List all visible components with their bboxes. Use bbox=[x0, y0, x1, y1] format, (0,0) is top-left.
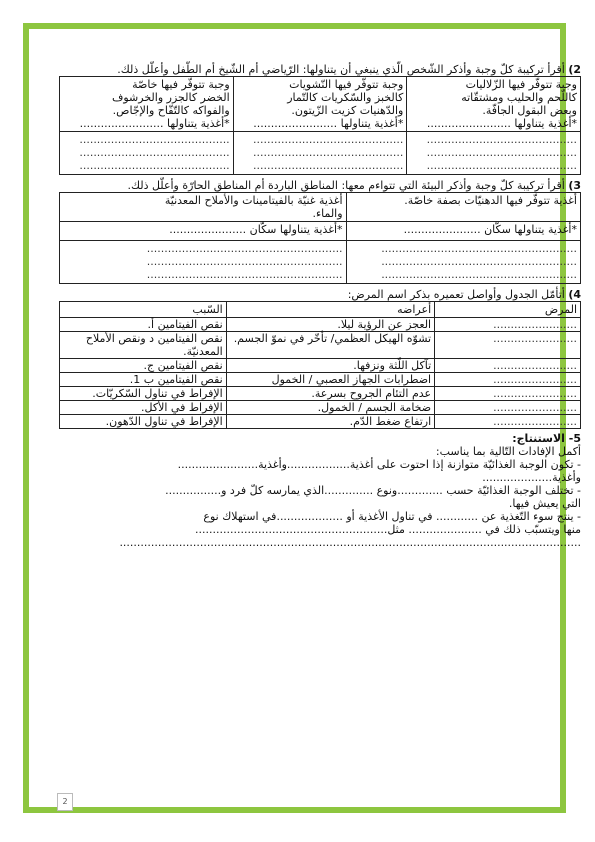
answer-dots[interactable]: ........................................... bbox=[79, 159, 230, 172]
header-symptoms: أعراضه bbox=[226, 302, 434, 318]
disease-blank[interactable]: ........................ bbox=[435, 387, 581, 401]
cause-cell: الإفراط في تناول الدّهون. bbox=[60, 415, 227, 429]
answer-dots[interactable]: ........................................................ bbox=[146, 242, 343, 255]
q3-description-row bbox=[60, 193, 581, 222]
q3-prompt bbox=[59, 179, 581, 192]
page-border bbox=[23, 23, 581, 813]
q2-number: 2) bbox=[568, 63, 581, 76]
cell-line: أغذية تتوفّر فيها الدهنيّات بصفة خاصّة. bbox=[404, 194, 577, 207]
q5-title: 5- الاستنتاج: bbox=[512, 432, 581, 445]
table-row bbox=[60, 401, 581, 415]
answer-dots[interactable]: ........................................... bbox=[426, 146, 577, 159]
answer-dots[interactable]: ........................................... bbox=[252, 146, 404, 159]
answer-dots[interactable]: ........................................... bbox=[426, 133, 577, 146]
cell-line: أغذية غنيّة بالفيتامينات والأملاح المعدنيّة bbox=[164, 194, 343, 207]
cause-cell: الإفراط في تناول السّكريّات. bbox=[60, 387, 227, 401]
symptoms-cell: تآكل اللّثة ونزفها. bbox=[226, 359, 434, 373]
answer-line[interactable]: *أغذية يتناولها سكّان ...................... bbox=[346, 222, 580, 241]
disease-blank[interactable]: ........................ bbox=[435, 415, 581, 429]
q3-cell-fats bbox=[346, 193, 580, 222]
table-row bbox=[60, 387, 581, 401]
q3-table bbox=[59, 192, 581, 284]
answer-dots[interactable]: ........................................................ bbox=[381, 268, 577, 281]
symptoms-cell: العجز عن الرؤية ليلا. bbox=[226, 318, 434, 332]
q2-prompt bbox=[59, 63, 581, 76]
q2-cell-vegetables bbox=[60, 77, 234, 132]
answer-dots[interactable]: ........................................... bbox=[252, 159, 404, 172]
disease-blank[interactable]: ........................ bbox=[435, 373, 581, 387]
cell-line: والفواكه كالتّفّاح والإجّاص. bbox=[112, 104, 230, 117]
q5-line-2[interactable]: وأغذية.................... bbox=[482, 471, 581, 484]
q3-number: 3) bbox=[568, 179, 581, 192]
q3-answer-cell[interactable] bbox=[346, 241, 580, 284]
symptoms-cell: تشوّه الهيكل العظمي/ تأخّر في نموّ الجسم. bbox=[226, 332, 434, 359]
q4-text: أتأمّل الجدول وأواصل تعميره بذكر اسم المرض: bbox=[347, 288, 565, 301]
table-row bbox=[60, 359, 581, 373]
q4-prompt bbox=[59, 288, 581, 301]
answer-dots[interactable]: ........................................... bbox=[252, 133, 404, 146]
answer-dots[interactable]: ........................................... bbox=[426, 159, 577, 172]
answer-line[interactable]: *أغذية يتناولها سكّان ...................... bbox=[60, 222, 347, 241]
disease-blank[interactable]: ........................ bbox=[435, 401, 581, 415]
cell-line: والدّهنيات كزيت الزّيتون. bbox=[291, 104, 404, 117]
q2-description-row bbox=[60, 77, 581, 132]
disease-blank[interactable]: ........................ bbox=[435, 318, 581, 332]
q5-line-6[interactable]: منها ويتسبّب ذلك في ..................... مثل....................................................... bbox=[195, 523, 581, 536]
answer-dots[interactable]: ........................................................ bbox=[146, 268, 343, 281]
table-row bbox=[60, 415, 581, 429]
q2-answer-row bbox=[60, 132, 581, 175]
q2-cell-carbs bbox=[233, 77, 407, 132]
cell-line: كاللّحم والحليب ومشتقّاته bbox=[461, 91, 577, 104]
answer-dots[interactable]: ........................................................ bbox=[381, 242, 577, 255]
cause-cell: الإفراط في الأكل. bbox=[60, 401, 227, 415]
disease-blank[interactable]: ........................ bbox=[435, 332, 581, 359]
cause-cell: نقص الفيتامين د ونقص الأملاح المعدنيّة. bbox=[60, 332, 227, 359]
answer-dots[interactable]: ........................................... bbox=[79, 133, 230, 146]
answer-dots[interactable]: ........................................................ bbox=[146, 255, 343, 268]
q5-intro: أكمل الإفادات التّالية بما يناسب: bbox=[435, 445, 581, 458]
answer-line[interactable]: *أغذية يتناولها ........................ bbox=[79, 117, 230, 130]
q3-answer-cell[interactable] bbox=[60, 241, 347, 284]
q5-line-1[interactable]: - تكون الوجبة الغذائيّة متوازنة إذا احتوت على أغذية..................وأغذية....................... bbox=[177, 458, 581, 471]
disease-blank[interactable]: ........................ bbox=[435, 359, 581, 373]
cell-line: وجبة تتوفّر فيها خاصّة bbox=[132, 78, 230, 91]
q5-line-5[interactable]: - ينتج سوء التّغذية عن ............ في تناول الأغذية أو ...................في استهلاك نوع bbox=[203, 510, 581, 523]
header-disease: المرض bbox=[435, 302, 581, 318]
q2-text: أقرأ تركيبة كلّ وجبة وأذكر الشّخص الّذي ينبغي أن يتناولها: الرّياضي أم الشّيخ أم الطّفل وأعلّل ذلك. bbox=[117, 63, 565, 76]
symptoms-cell: ضخامة الجسم / الخمول. bbox=[226, 401, 434, 415]
q2-cell-proteins bbox=[407, 77, 581, 132]
table-row bbox=[60, 332, 581, 359]
q3-text: أقرأ تركيبة كلّ وجبة وأذكر البيئة التي تتواءم معها: المناطق الباردة أم المناطق الحارّة وأعلّل ذلك. bbox=[127, 179, 565, 192]
q2-answer-cell[interactable] bbox=[407, 132, 581, 175]
cell-line: كالخبز والسّكريات كالتّمار bbox=[287, 91, 404, 104]
q5-line-3[interactable]: - تختلف الوجبة الغذائيّة حسب .............ونوع ..............الذي يمارسه كلّ فرد و................ bbox=[165, 484, 581, 497]
cause-cell: نقص الفيتامين ب 1. bbox=[60, 373, 227, 387]
q2-table bbox=[59, 76, 581, 175]
cell-line: وجبة تتوفّر فيها النّشويات bbox=[289, 78, 404, 91]
worksheet-page bbox=[29, 29, 581, 807]
q3-inhabitants-row bbox=[60, 222, 581, 241]
worksheet-content bbox=[59, 63, 581, 549]
table-row bbox=[60, 318, 581, 332]
answer-line[interactable]: *أغذية يتناولها ........................ bbox=[426, 117, 577, 130]
q4-number: 4) bbox=[568, 288, 581, 301]
cell-line: والماء. bbox=[312, 207, 343, 220]
page-number: 2 bbox=[57, 793, 73, 811]
answer-dots[interactable]: ........................................................ bbox=[381, 255, 577, 268]
q5-line-4: التي يعيش فيها. bbox=[508, 497, 581, 510]
symptoms-cell: عدم التئام الجروح بسرعة. bbox=[226, 387, 434, 401]
header-cause: السّبب bbox=[60, 302, 227, 318]
answer-dots[interactable]: ........................................... bbox=[79, 146, 230, 159]
q5-line-7[interactable]: .................................................................................................................................... bbox=[119, 536, 581, 549]
q2-answer-cell[interactable] bbox=[60, 132, 234, 175]
cause-cell: نقص الفيتامين ج. bbox=[60, 359, 227, 373]
cell-line: الخضر كالجزر والخرشوف bbox=[111, 91, 230, 104]
q3-cell-vitamins bbox=[60, 193, 347, 222]
symptoms-cell: ارتفاع ضغط الدّم. bbox=[226, 415, 434, 429]
symptoms-cell: اضطرابات الجهاز العصبي / الخمول bbox=[226, 373, 434, 387]
q2-answer-cell[interactable] bbox=[233, 132, 407, 175]
q4-table bbox=[59, 301, 581, 429]
cell-line: وجبة تتوفّر فيها الزّلاليات bbox=[465, 78, 577, 91]
answer-line[interactable]: *أغذية يتناولها ........................ bbox=[253, 117, 404, 130]
q4-header-row bbox=[60, 302, 581, 318]
q3-answer-row bbox=[60, 241, 581, 284]
cause-cell: نقص الفيتامين أ. bbox=[60, 318, 227, 332]
table-row bbox=[60, 373, 581, 387]
cell-line: وبعض البقول الجافّة. bbox=[482, 104, 577, 117]
